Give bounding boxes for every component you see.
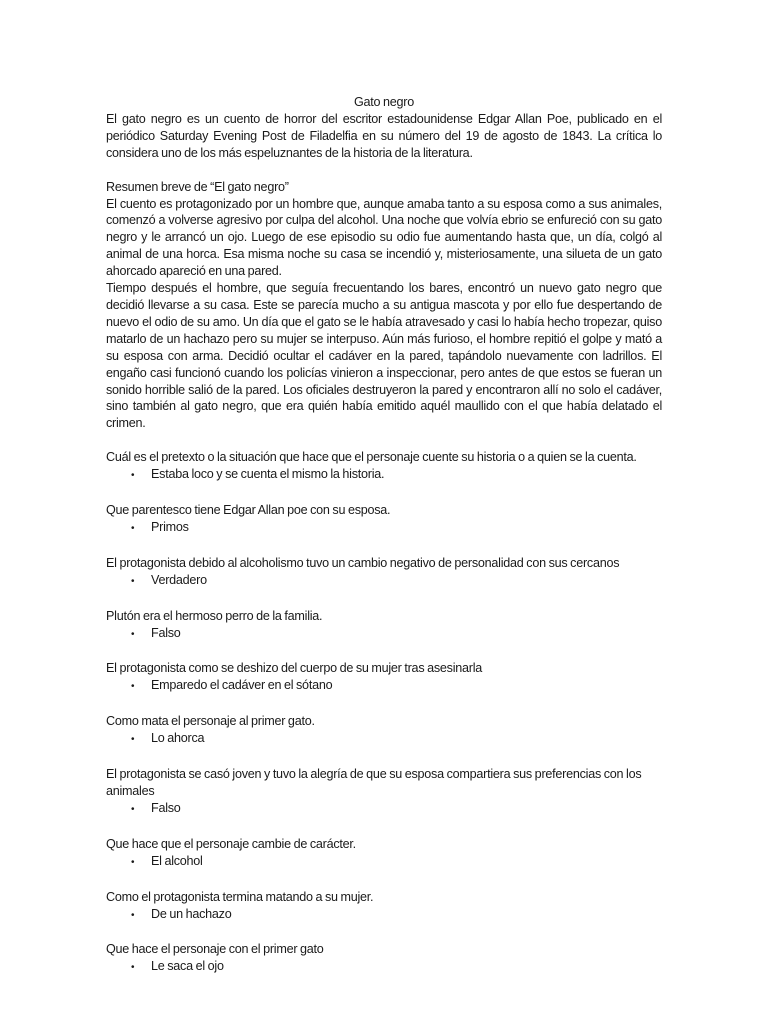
- qa-item: [106, 713, 662, 749]
- question-text: Como mata el personaje al primer gato.: [106, 714, 315, 729]
- question-text: Cuál es el pretexto o la situación que hace que el personaje cuente su historia o a quien se la cuenta.: [106, 450, 637, 465]
- answer-item: [106, 730, 662, 749]
- bullet-icon: •: [131, 734, 135, 746]
- answer-text: Primos: [151, 519, 189, 534]
- bullet-icon: •: [131, 962, 135, 974]
- answer-item: [106, 958, 662, 977]
- answer-item: [106, 677, 662, 696]
- question-text: Que hace que el personaje cambie de carácter.: [106, 836, 356, 851]
- question-text: El protagonista se casó joven y tuvo la alegría de que su esposa compartiera sus preferencias con los animales: [106, 767, 642, 798]
- question-text: El protagonista debido al alcoholismo tuvo un cambio negativo de personalidad con sus cercanos: [106, 555, 620, 570]
- bullet-icon: •: [131, 856, 135, 868]
- bullet-icon: •: [131, 522, 135, 534]
- answer-item: [106, 519, 662, 538]
- answer-text: Lo ahorca: [151, 731, 205, 746]
- qa-item: [106, 941, 662, 977]
- bullet-icon: •: [131, 470, 135, 482]
- qa-item: [106, 608, 662, 644]
- question-text: Que parentesco tiene Edgar Allan poe con su esposa.: [106, 503, 391, 518]
- summary-paragraph-2: Tiempo después el hombre, que seguía frecuentando los bares, encontró un nuevo gato negro que decidió llevarse a su casa. Este se parecía mucho a su antigua mascota y por ello fue despertando de nuevo el odio de su amo. Un día que el gato se le había atravesado y casi lo había hecho tropezar, quiso matarlo de un hachazo pero su mujer se interpuso. Aún más furioso, el hombre repitió el golpe y mató a su esposa con arma. Decidió ocultar el cadáver en la pared, tapándolo nuevamente con ladrillos. El engaño casi funcionó cuando los policías vinieron a inspeccionar, pero antes de que estos se fueran un sonido horrible salió de la pared. Los oficiales destruyeron la pared y encontraron allí no solo el cadáver, sino también al gato negro, que era quién había emitido aquél maullido con el que había delatado el crimen.: [106, 281, 662, 431]
- answer-item: [106, 466, 662, 485]
- qa-item: [106, 449, 662, 485]
- qa-item: [106, 660, 662, 696]
- bullet-icon: •: [131, 909, 135, 921]
- qa-item: [106, 889, 662, 925]
- spacer: [106, 162, 662, 179]
- question-text: Que hace el personaje con el primer gato: [106, 942, 324, 957]
- qa-item: [106, 502, 662, 538]
- question-text: Como el protagonista termina matando a su mujer.: [106, 889, 374, 904]
- question-text: El protagonista como se deshizo del cuerpo de su mujer tras asesinarla: [106, 661, 483, 676]
- bullet-icon: •: [131, 803, 135, 815]
- answer-text: De un hachazo: [151, 906, 232, 921]
- bullet-icon: •: [131, 628, 135, 640]
- spacer: [106, 432, 662, 449]
- answer-item: [106, 906, 662, 925]
- intro-paragraph: El gato negro es un cuento de horror del escritor estadounidense Edgar Allan Poe, publicado en el periódico Saturday Evening Post de Filadelfia en su número del 19 de agosto de 1843. La crítica lo considera uno de los más espeluznantes de la historia de la literatura.: [106, 111, 662, 160]
- answer-text: Falso: [151, 625, 181, 640]
- document-title: Gato negro: [353, 95, 414, 109]
- document-page: [106, 94, 662, 994]
- bullet-icon: •: [131, 681, 135, 693]
- answer-text: Estaba loco y se cuenta el mismo la historia.: [151, 467, 385, 482]
- answer-item: [106, 800, 662, 819]
- answer-item: [106, 572, 662, 591]
- answer-text: Falso: [151, 800, 181, 815]
- answer-text: El alcohol: [151, 853, 203, 868]
- answer-text: Le saca el ojo: [151, 959, 224, 974]
- answer-item: [106, 853, 662, 872]
- qa-item: [106, 555, 662, 591]
- answer-text: Verdadero: [151, 572, 207, 587]
- answer-text: Emparedo el cadáver en el sótano: [151, 678, 333, 693]
- answer-item: [106, 625, 662, 644]
- question-list: [106, 449, 662, 977]
- bullet-icon: •: [131, 575, 135, 587]
- summary-paragraph-1: El cuento es protagonizado por un hombre que, aunque amaba tanto a su esposa como a sus animales, comenzó a volverse agresivo por culpa del alcohol. Una noche que volvía ebrio se enfureció con su gato negro y le arrancó un ojo. Luego de ese episodio su odio fue aumentando hasta que, un día, colgó al animal de una horca. Esa misma noche su casa se incendió y, misteriosamente, una silueta de un gato ahorcado apareció en una pared.: [106, 196, 662, 279]
- qa-item: [106, 766, 662, 819]
- qa-item: [106, 836, 662, 872]
- question-text: Plutón era el hermoso perro de la familia.: [106, 608, 323, 623]
- summary-heading: Resumen breve de “El gato negro”: [106, 179, 289, 194]
